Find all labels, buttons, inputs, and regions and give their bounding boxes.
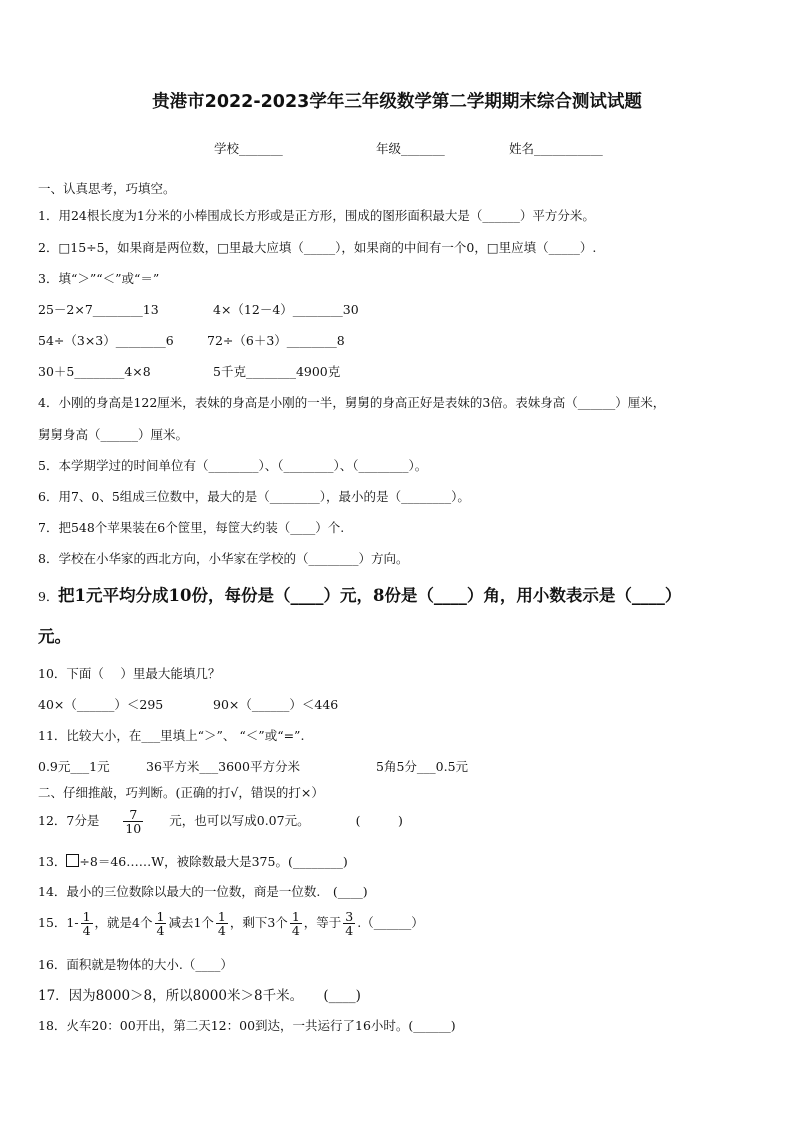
question-2: 2．□15÷5，如果商是两位数，□里最大应填（_____），如果商的中间有一个0，□里应填（_____）. [38,240,597,255]
page-title: 贵港市2022-2023学年三年级数学第二学期期末综合测试试题 [152,92,642,112]
q3-row-3-a: 30＋5________4×8 [38,364,151,379]
q13-expr: ÷8＝46……W，被除数最大是375。(________) [79,854,348,869]
question-3: 3．填“＞”“＜”或“＝” [38,271,160,286]
fraction [216,910,228,937]
q15-part: .（______） [357,915,424,931]
q12-paren: ( ) [355,813,403,829]
question-17: 17．因为8000＞8，所以8000米＞8千米。 (____) [38,988,361,1004]
q12-post: 元，也可以写成0.07元。 [169,813,310,829]
fraction-denominator: 10 [125,821,142,837]
name-field: 姓名___________ [509,141,603,156]
question-9: 把1元平均分成10份，每份是（____）元，8份是（____）角，用小数表示是（____） [58,586,682,605]
q10-row-b: 90×（______）＜446 [213,697,339,712]
fraction [343,910,355,937]
question-4-line-1: 4．小刚的身高是122厘米，表妹的身高是小刚的一半，舅舅的身高正好是表妹的3倍。表妹身高（______）厘米， [38,395,666,410]
q15-part: ，剩下3个 [229,915,288,931]
question-5: 5．本学期学过的时间单位有（________）、（________）、（________）。 [38,458,428,473]
fraction [81,910,93,937]
question-12 [38,808,403,835]
q10-row-a: 40×（______）＜295 [38,697,164,712]
question-15 [38,910,424,937]
question-14: 14．最小的三位数除以最大的一位数，商是一位数. (____) [38,884,368,899]
fraction [290,910,302,937]
q13-pre: 13． [38,854,67,869]
fraction-numerator: 1 [217,909,226,924]
q15-part: ，等于 [303,915,342,931]
section-2-heading: 二、仔细推敲，巧判断。(正确的打√，错误的打×） [38,785,324,800]
question-9-line-2: 元。 [38,627,71,646]
grade-field: 年级_______ [376,141,445,156]
empty-box-icon [66,854,79,867]
q15-part: 减去1个 [168,915,214,931]
school-field: 学校_______ [214,141,283,156]
fraction [155,910,167,937]
q15-part: ，就是4个 [94,915,153,931]
question-4-line-2: 舅舅身高（______）厘米。 [38,427,189,442]
fraction-denominator: 4 [156,923,165,939]
fraction-denominator: 4 [291,923,300,939]
fraction-numerator: 1 [156,909,165,924]
question-6: 6．用7、0、5组成三位数中，最大的是（________），最小的是（________）。 [38,489,470,504]
q3-row-3-b: 5千克________4900克 [213,364,341,379]
q3-row-2-a: 54÷（3×3）________6 [38,333,174,348]
question-7: 7．把548个苹果装在6个筐里，每筐大约装（____）个. [38,520,345,535]
fraction-denominator: 4 [217,923,226,939]
q11-row-b: 36平方米___3600平方分米 [146,759,300,774]
question-13 [38,854,348,869]
fraction-numerator: 7 [123,808,143,822]
q3-row-1-b: 4×（12－4）________30 [213,302,359,317]
fraction-numerator: 1 [291,909,300,924]
question-18: 18．火车20：00开出，第二天12：00到达，一共运行了16小时。(______) [38,1018,456,1033]
question-10: 10．下面（ ）里最大能填几？ [38,666,221,681]
q12-pre: 12．7分是 [38,813,100,829]
fraction-numerator: 3 [345,909,354,924]
q11-row-c: 5角5分___0.5元 [376,759,469,774]
question-16: 16．面积就是物体的大小.（____） [38,957,233,972]
fraction-denominator: 4 [345,923,354,939]
q3-row-2-b: 72÷（6＋3）________8 [207,333,345,348]
fraction-denominator: 4 [82,923,91,939]
q11-row-a: 0.9元___1元 [38,759,110,774]
q15-part: 15．1- [38,915,79,931]
question-9-number: 9． [38,589,59,604]
question-11: 11．比较大小，在___里填上“＞”、 “＜”或“=”. [38,728,305,743]
question-1: 1．用24根长度为1分米的小棒围成长方形或是正方形，围成的图形面积最大是（______）平方分米。 [38,208,595,223]
question-8: 8．学校在小华家的西北方向，小华家在学校的（________）方向。 [38,551,409,566]
q3-row-1-a: 25－2×7________13 [38,302,159,317]
section-1-heading: 一、认真思考，巧填空。 [38,181,176,196]
fraction [123,808,143,835]
fraction-numerator: 1 [82,909,91,924]
